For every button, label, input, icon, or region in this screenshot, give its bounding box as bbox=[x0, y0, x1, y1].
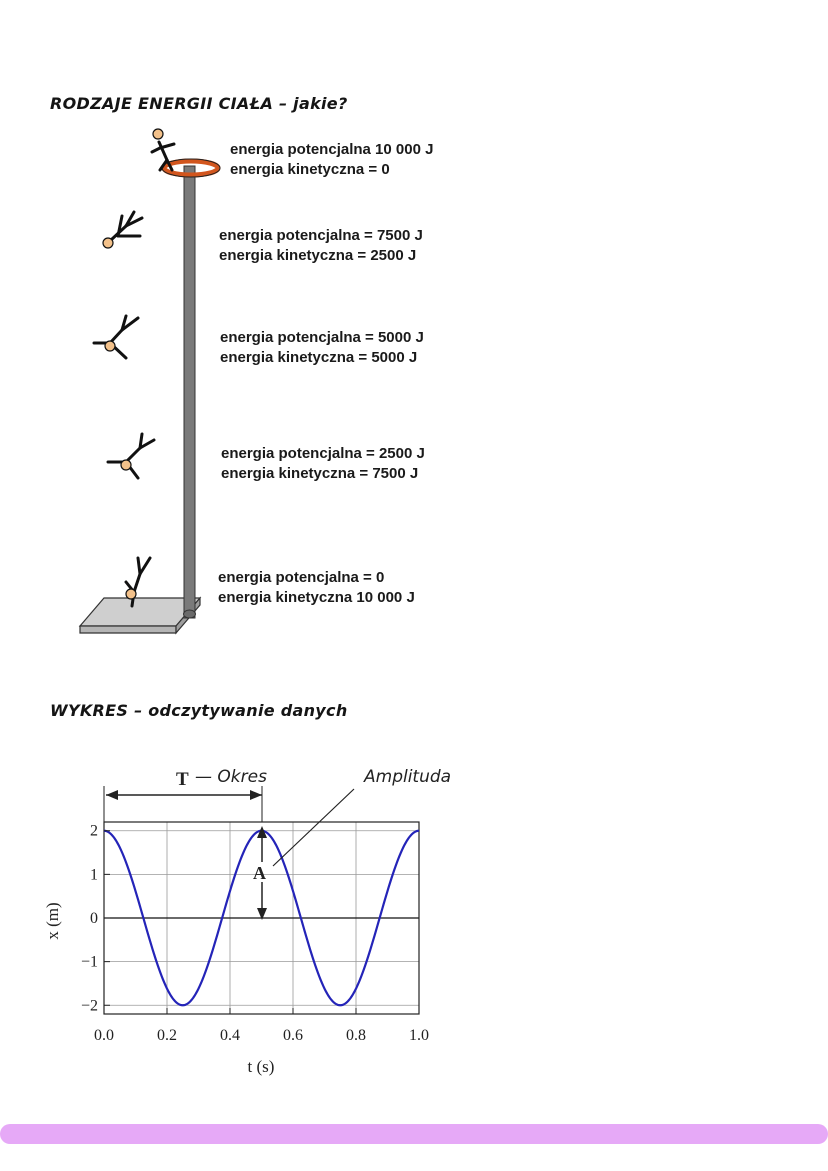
period-label: — Okres bbox=[195, 767, 267, 787]
potential-energy-3: energia potencjalna = 5000 J bbox=[220, 329, 424, 346]
kinetic-energy-4: energia kinetyczna = 7500 J bbox=[221, 465, 419, 482]
period-symbol: T bbox=[176, 769, 189, 790]
amplitude-label: Amplituda bbox=[364, 767, 452, 787]
x-tick-label: 1.0 bbox=[409, 1027, 429, 1044]
kinetic-energy-5: energia kinetyczna 10 000 J bbox=[218, 589, 415, 606]
period-arrow-left bbox=[106, 790, 118, 800]
period-annotation bbox=[104, 767, 267, 822]
x-axis-title: t (s) bbox=[247, 1057, 275, 1076]
potential-energy-5: energia potencjalna = 0 bbox=[218, 569, 385, 586]
kinetic-energy-2: energia kinetyczna = 2500 J bbox=[219, 247, 417, 264]
bottom-decorative-bar bbox=[0, 1124, 828, 1144]
chart-ticks bbox=[81, 823, 429, 1044]
y-axis-title: x (m) bbox=[43, 902, 62, 940]
kinetic-energy-1: energia kinetyczna = 0 bbox=[230, 161, 390, 178]
x-tick-label: 0.8 bbox=[346, 1027, 366, 1044]
period-arrow-right bbox=[250, 790, 262, 800]
section2-heading: WYKRES – odczytywanie danych bbox=[50, 701, 348, 720]
amplitude-annotation bbox=[253, 767, 451, 920]
potential-energy-1: energia potencjalna 10 000 J bbox=[230, 141, 434, 158]
x-tick-label: 0.0 bbox=[94, 1027, 114, 1044]
amplitude-symbol: A bbox=[253, 863, 266, 883]
amplitude-pointer-line bbox=[273, 789, 354, 866]
y-tick-label: −1 bbox=[80, 953, 98, 971]
y-tick-label: 0 bbox=[90, 910, 98, 927]
potential-energy-4: energia potencjalna = 2500 J bbox=[221, 445, 425, 462]
x-tick-label: 0.2 bbox=[157, 1027, 177, 1044]
potential-energy-2: energia potencjalna = 7500 J bbox=[219, 227, 423, 244]
x-tick-label: 0.4 bbox=[220, 1027, 240, 1044]
y-tick-label: 1 bbox=[90, 866, 98, 884]
x-tick-label: 0.6 bbox=[283, 1027, 303, 1044]
kinetic-energy-3: energia kinetyczna = 5000 J bbox=[220, 349, 418, 366]
section1-heading: RODZAJE ENERGII CIAŁA – jakie? bbox=[50, 94, 348, 113]
y-tick-label: −2 bbox=[80, 997, 98, 1015]
y-tick-label: 2 bbox=[90, 822, 98, 840]
